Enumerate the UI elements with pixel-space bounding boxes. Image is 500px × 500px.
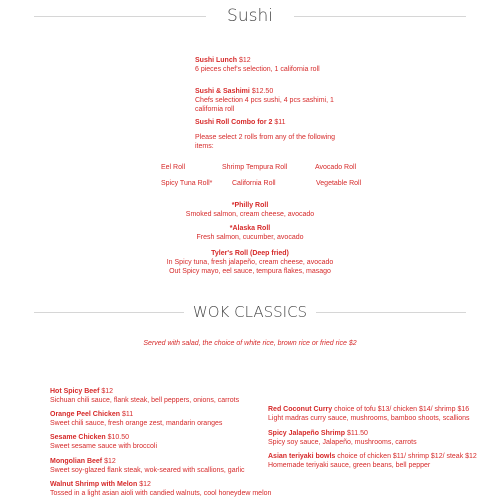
roll-option: Vegetable Roll xyxy=(316,180,362,187)
section-title-sushi: Sushi xyxy=(227,6,273,26)
menu-item-roll-combo xyxy=(195,118,355,151)
item-name: Red Coconut Curry xyxy=(268,406,333,413)
item-price: $12 xyxy=(104,458,116,465)
wok-heading-row xyxy=(34,300,466,324)
item-price: $12.50 xyxy=(251,88,274,95)
item-desc-line1: Chefs selection 4 pcs sushi, 4 pcs sashimi, 1 xyxy=(195,97,334,104)
menu-item-spicy-jalapeno-shrimp xyxy=(268,429,488,447)
wok-subtitle: Served with salad, the choice of white rice, brown rice or fried rice $2 xyxy=(143,340,357,347)
menu-item-sushi-sashimi xyxy=(195,87,365,114)
item-desc-line2: items: xyxy=(195,143,214,150)
roll-option: Avocado Roll xyxy=(315,164,357,171)
menu-item-hot-spicy-beef xyxy=(50,387,270,405)
item-name: Mongolian Beef xyxy=(50,458,103,465)
menu-item-red-coconut-curry xyxy=(268,405,493,423)
item-desc: Homemade teriyaki sauce, green beans, bell pepper xyxy=(268,462,431,469)
menu-item-alaska-roll xyxy=(100,224,400,242)
menu-item-philly-roll xyxy=(100,201,400,219)
roll-option: Shrimp Tempura Roll xyxy=(222,164,288,171)
item-price: $11.50 xyxy=(346,430,368,437)
menu-item-mongolian-beef xyxy=(50,457,270,475)
item-price: $11 xyxy=(274,119,286,126)
item-price: $11 xyxy=(121,411,134,418)
item-desc-out: Out Spicy mayo, eel sauce, tempura flakes, masago xyxy=(169,268,331,275)
item-desc: Light madras curry sauce, mushrooms, bamboo shoots, scallions xyxy=(268,415,470,422)
roll-option: Spicy Tuna Roll* xyxy=(161,180,213,187)
item-price: choice of tofu $13/ chicken $14/ shrimp $16 xyxy=(334,406,470,413)
item-name: *Philly Roll xyxy=(231,202,269,209)
roll-option: Eel Roll xyxy=(161,164,186,171)
item-desc: Spicy soy sauce, Jalapeño, mushrooms, carrots xyxy=(268,439,417,446)
item-desc: Sichuan chili sauce, flank steak, bell peppers, onions, carrots xyxy=(50,397,240,404)
item-desc: Fresh salmon, cucumber, avocado xyxy=(196,234,304,241)
item-desc: 6 pieces chef's selection, 1 california roll xyxy=(195,66,320,73)
item-name: Sesame Chicken xyxy=(50,434,106,441)
menu-item-walnut-shrimp xyxy=(50,480,280,498)
item-desc-line2: california roll xyxy=(195,106,235,113)
item-price: $10.50 xyxy=(107,434,130,441)
item-name: Sushi Roll Combo for 2 xyxy=(195,119,273,126)
item-name: Sushi Lunch xyxy=(195,57,237,64)
item-desc-line1: Please select 2 rolls from any of the following xyxy=(195,134,336,141)
item-desc: Sweet soy-glazed flank steak, wok-seared with scallions, garlic xyxy=(50,467,245,474)
item-desc: Smoked salmon, cream cheese, avocado xyxy=(185,211,315,218)
item-price: $12 xyxy=(238,57,251,64)
menu-item-sushi-lunch xyxy=(195,56,355,74)
item-name: Spicy Jalapeño Shrimp xyxy=(268,430,346,437)
item-name: Sushi & Sashimi xyxy=(195,88,250,95)
item-desc: Tossed in a light asian aioli with candied walnuts, cool honeydew melon xyxy=(50,490,272,497)
item-desc: Sweet sesame sauce with broccoli xyxy=(50,443,157,450)
item-name: Tyler's Roll (Deep fried) xyxy=(211,250,289,257)
item-name: Walnut Shrimp with Melon xyxy=(50,481,138,488)
item-price: choice of chicken $11/ shrimp $12/ steak $12 xyxy=(337,453,477,460)
item-name: Orange Peel Chicken xyxy=(50,411,121,418)
item-price: $12 xyxy=(139,481,151,488)
item-desc: Sweet chili sauce, fresh orange zest, mandarin oranges xyxy=(50,420,223,427)
menu-item-asian-teriyaki-bowls xyxy=(268,452,493,470)
menu-item-tylers-roll xyxy=(100,249,400,276)
item-desc-in: In Spicy tuna, fresh jalapeño, cream cheese, avocado xyxy=(166,259,334,266)
item-name: *Alaska Roll xyxy=(229,225,271,232)
menu-item-orange-peel-chicken xyxy=(50,410,270,428)
item-name: Hot Spicy Beef xyxy=(50,388,100,395)
sushi-heading-row xyxy=(34,4,466,28)
item-price: $12 xyxy=(101,388,114,395)
roll-option: California Roll xyxy=(232,180,276,187)
section-title-wok-classics: WOK CLASSICS xyxy=(192,303,308,321)
menu-item-sesame-chicken xyxy=(50,433,270,451)
item-name: Asian teriyaki bowls xyxy=(268,453,336,460)
